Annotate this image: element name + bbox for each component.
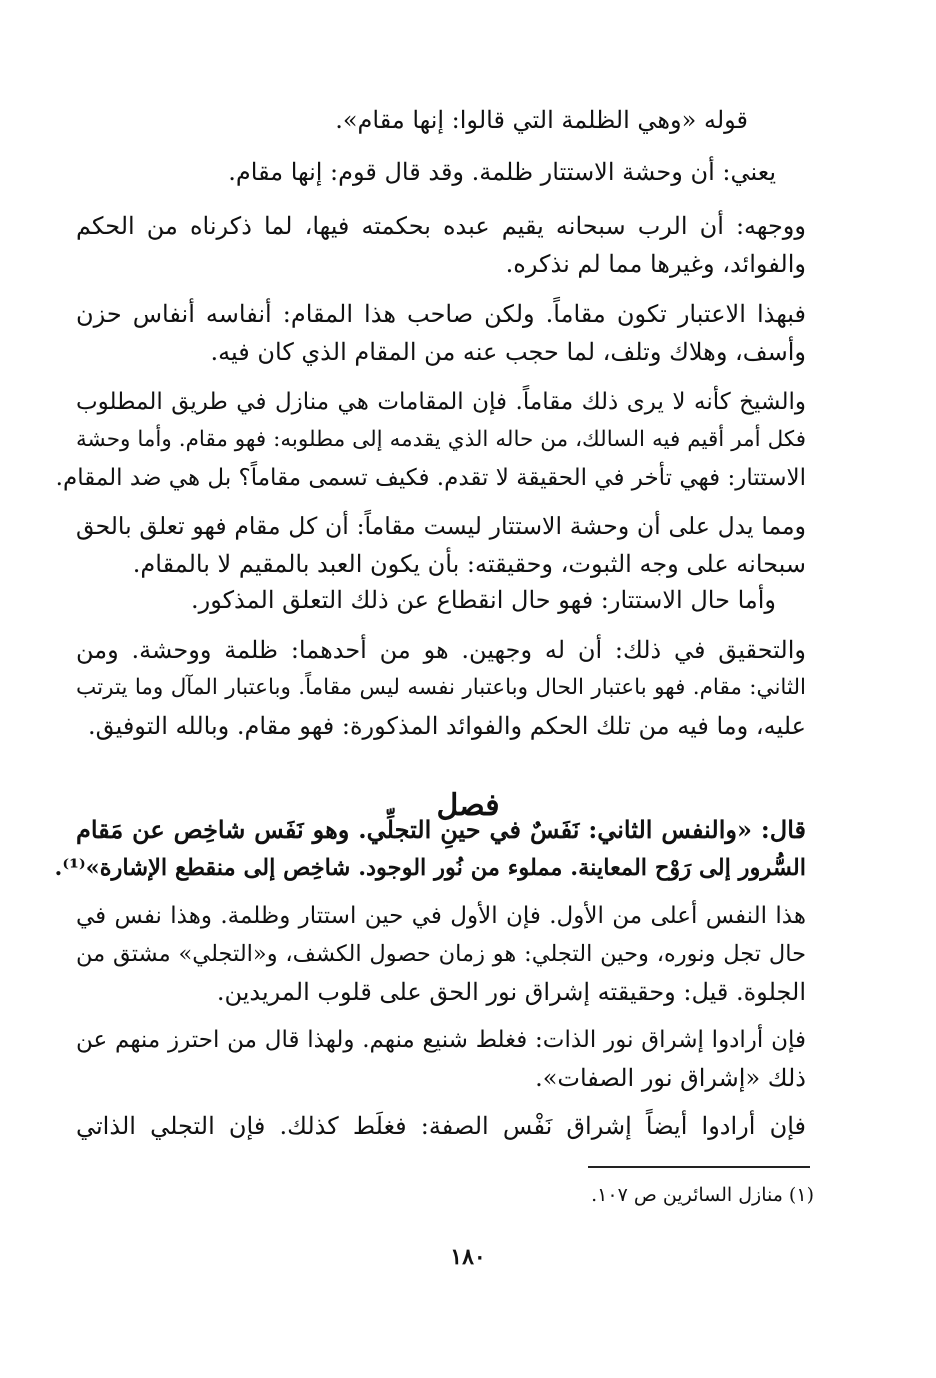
- text-line: ذلك «إشراق نور الصفات».: [535, 1064, 806, 1092]
- text-line: والتحقيق في ذلك: أن له وجهين. هو من أحدهما: ظلمة ووحشة. ومن: [76, 636, 806, 664]
- quote-line: السُّرور إلى رَوْح المعاينة. مملوء من نُور الوجود. شاخِص إلى منقطع الإشارة»⁽¹⁾.: [54, 855, 806, 881]
- section-heading: فصل: [436, 788, 500, 823]
- page-number: ١٨٠: [450, 1244, 486, 1270]
- text-line: قوله «وهي الظلمة التي قالوا: إنها مقام».: [335, 106, 748, 134]
- text-line: فكل أمر أقيم فيه السالك، من حاله الذي يقدمه إلى مطلوبه: فهو مقام. وأما وحشة: [76, 427, 806, 452]
- footnote-separator: [588, 1166, 810, 1168]
- text-line: والفوائد، وغيرها مما لم نذكره.: [505, 250, 806, 278]
- footnote: (١) منازل السائرين ص ١٠٧.: [591, 1184, 814, 1206]
- text-line: فإن أرادوا إشراق نور الذات: فغلط شنيع منهم. ولهذا قال من احترز منهم عن: [76, 1027, 806, 1053]
- text-line: الاستتار: فهي تأخر في الحقيقة لا تقدم. فكيف تسمى مقاماً؟ بل هي ضد المقام.: [55, 465, 806, 491]
- text-line: سبحانه على وجه الثبوت، وحقيقته: بأن يكون العبد بالمقيم لا بالمقام.: [132, 550, 806, 578]
- text-line: وأما حال الاستتار: فهو حال انقطاع عن ذلك التعلق المذكور.: [190, 586, 776, 614]
- text-line: عليه، وما فيه من تلك الحكم والفوائد المذكورة: فهو مقام. وبالله التوفيق.: [87, 712, 806, 740]
- text-line: يعني: أن وحشة الاستتار ظلمة. وقد قال قوم: إنها مقام.: [228, 158, 776, 186]
- quote-line: قال: «والنفس الثاني: نَفَسٌ في حينِ التجلِّي. وهو نَفَس شاخِص عن مَقام: [76, 815, 806, 844]
- text-line: فإن أرادوا أيضاً إشراق نَفْس الصفة: فغلَط كذلك. فإن التجلي الذاتي: [76, 1112, 806, 1140]
- text-line: الجلوة. قيل: وحقيقته إشراق نور الحق على قلوب المريدين.: [216, 978, 806, 1006]
- text-line: وأسف، وهلاك وتلف، لما حجب عنه من المقام الذي كان فيه.: [210, 338, 806, 366]
- text-line: ومما يدل على أن وحشة الاستتار ليست مقاماً: أن كل مقام فهو تعلق بالحق: [76, 512, 806, 540]
- text-line: ووجهه: أن الرب سبحانه يقيم عبده بحكمته فيها، لما ذكرناه من الحكم: [76, 212, 806, 240]
- text-line: هذا النفس أعلى من الأول. فإن الأول في حين استتار وظلمة. وهذا نفس في: [76, 903, 806, 929]
- text-line: والشيخ كأنه لا يرى ذلك مقاماً. فإن المقامات هي منازل في طريق المطلوب: [76, 389, 806, 415]
- text-line: فبهذا الاعتبار تكون مقاماً. ولكن صاحب هذا المقام: أنفاسه أنفاس حزن: [76, 300, 806, 328]
- text-line: حال تجل ونوره، وحين التجلي: هو زمان حصول الكشف، و«التجلي» مشتق من: [76, 941, 806, 967]
- text-line: الثاني: مقام. فهو باعتبار الحال وباعتبار نفسه ليس مقاماً. وباعتبار المآل وما يترتب: [76, 675, 806, 700]
